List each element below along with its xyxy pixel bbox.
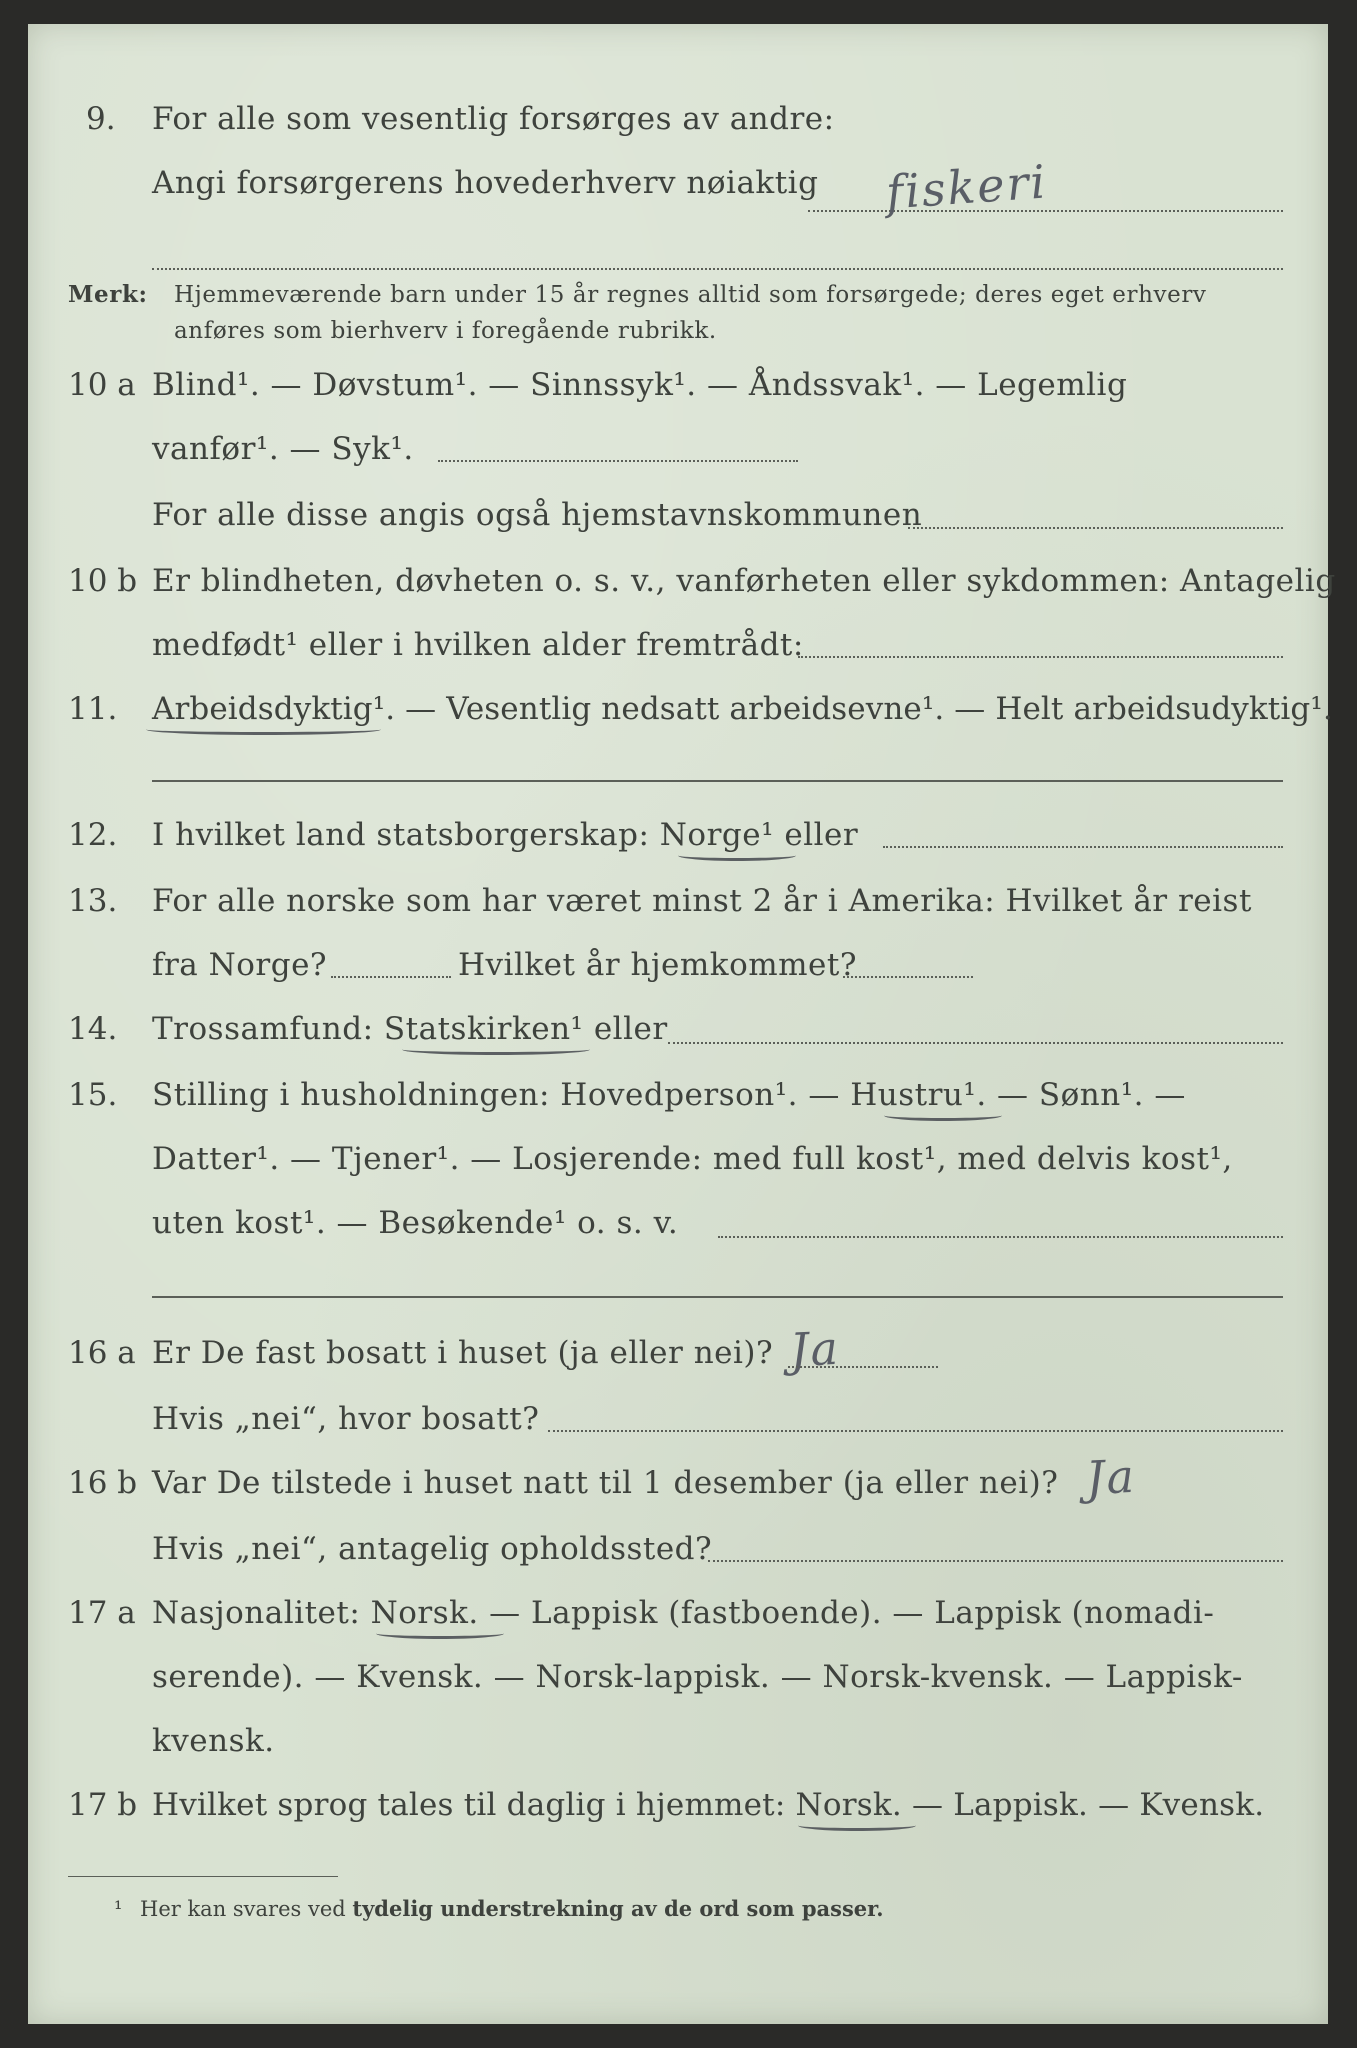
q17a-line1: Nasjonalitet: Norsk. — Lappisk (fastboende). — Lappisk (nomadi- [152,1595,1215,1631]
q16a-line1: Er De fast bosatt i huset (ja eller nei)? [152,1335,774,1371]
q16a-bosatt-dots [548,1430,1283,1432]
q16b-line1: Var De tilstede i huset natt til 1 desember (ja eller nei)? [152,1465,1059,1501]
q10a-line1: Blind¹. — Døvstum¹. — Sinnssyk¹. — Åndssvak¹. — Legemlig [152,367,1128,403]
q9-extra-line [152,268,1283,270]
q16b-handwritten-answer: Ja [1084,1448,1138,1506]
item-number-11: 11. [68,691,118,727]
q16a-dots [788,1366,938,1368]
q15-hustru-underline [884,1110,1002,1121]
q11-extra-line [152,780,1283,782]
census-form-page [28,24,1336,2024]
q9-line1: For alle som vesentlig forsørges av andre: [152,101,835,137]
merk-line2: anføres som bierhverv i foregående rubrikk. [174,318,717,344]
q9-handwritten-answer: fiskeri [884,154,1049,220]
q10b-line1: Er blindheten, døvheten o. s. v., vanførheten eller sykdommen: Antagelig [152,563,1336,599]
q17a-line3: kvensk. [152,1723,275,1759]
q15-line3: uten kost¹. — Besøkende¹ o. s. v. [152,1205,679,1241]
q15-osv-dots [718,1236,1283,1238]
item-number-16a: 16 a [68,1335,136,1371]
q16a-handwritten-answer: Ja [788,1320,842,1378]
footnote-mark: ¹ [114,1897,123,1921]
q13-line2a: fra Norge? [152,947,328,983]
q17b-line1: Hvilket sprog tales til daglig i hjemmet: Norsk. — Lappisk. — Kvensk. [152,1787,1265,1823]
q13-reist-dots [331,976,451,978]
q12-line1: I hvilket land statsborgerskap: Norge¹ eller [152,817,859,853]
item-number-13: 13. [68,883,118,919]
item-number-17a: 17 a [68,1595,136,1631]
q12-norge-underline [678,850,796,861]
q14-eller-dots [668,1042,1283,1044]
item-number-14: 14. [68,1011,118,1047]
q15-extra-line [152,1296,1283,1298]
q17b-norsk-underline [798,1820,916,1831]
q10b-line2: medfødt¹ eller i hvilken alder fremtrådt: [152,627,804,663]
q15-line2: Datter¹. — Tjener¹. — Losjerende: med full kost¹, med delvis kost¹, [152,1141,1233,1177]
footnote-rule [68,1876,338,1877]
item-number-15: 15. [68,1077,118,1113]
q15-line1: Stilling i husholdningen: Hovedperson¹. — Hustru¹. — Sønn¹. — [152,1077,1186,1113]
item-number-10a: 10 a [68,367,136,403]
q13-hjemkommet-dots [843,976,973,978]
q10a-syk-dots [438,460,798,462]
q9-line2: Angi forsørgerens hovederhverv nøiaktig [152,165,819,201]
merk-label: Merk: [68,281,148,308]
item-number-9: 9. [86,101,116,137]
q12-eller-dots [883,846,1283,848]
item-number-17b: 17 b [68,1787,138,1823]
q10b-alder-dots [798,656,1283,658]
footnote-bold: tydelig understrekning av de ord som passer. [352,1896,884,1921]
q16b-oppholdssted-dots [708,1560,1283,1562]
q10a-line2: vanfør¹. — Syk¹. [152,431,414,467]
item-number-16b: 16 b [68,1465,138,1501]
q11-line1: Arbeidsdyktig¹. — Vesentlig nedsatt arbeidsevne¹. — Helt arbeidsudyktig¹. [152,691,1333,727]
q9-answer-dots [808,210,1283,212]
footnote-text [140,1896,884,1922]
q14-line1: Trossamfund: Statskirken¹ eller [152,1011,668,1047]
q16b-line2: Hvis „nei“, antagelig opholdssted? [152,1531,713,1567]
item-number-12: 12. [68,817,118,853]
q13-line1: For alle norske som har været minst 2 år i Amerika: Hvilket år reist [152,883,1252,919]
footnote-plain: Her kan svares ved [140,1897,346,1921]
q10a-hjemstavn-dots [908,527,1283,529]
q10a-line3: For alle disse angis også hjemstavnskommunen [152,497,923,533]
q17a-norsk-underline [376,1628,504,1639]
merk-line1: Hjemmeværende barn under 15 år regnes alltid som forsørgede; deres eget erhverv [174,282,1207,308]
q16a-line2: Hvis „nei“, hvor bosatt? [152,1401,540,1437]
q11-arbeidsdyktig-underline [146,724,381,735]
q17a-line2: serende). — Kvensk. — Norsk-lappisk. — Norsk-kvensk. — Lappisk- [152,1659,1243,1695]
item-number-10b: 10 b [68,563,138,599]
q14-statskirken-underline [402,1044,590,1055]
q13-line2b: Hvilket år hjemkommet? [458,947,857,983]
